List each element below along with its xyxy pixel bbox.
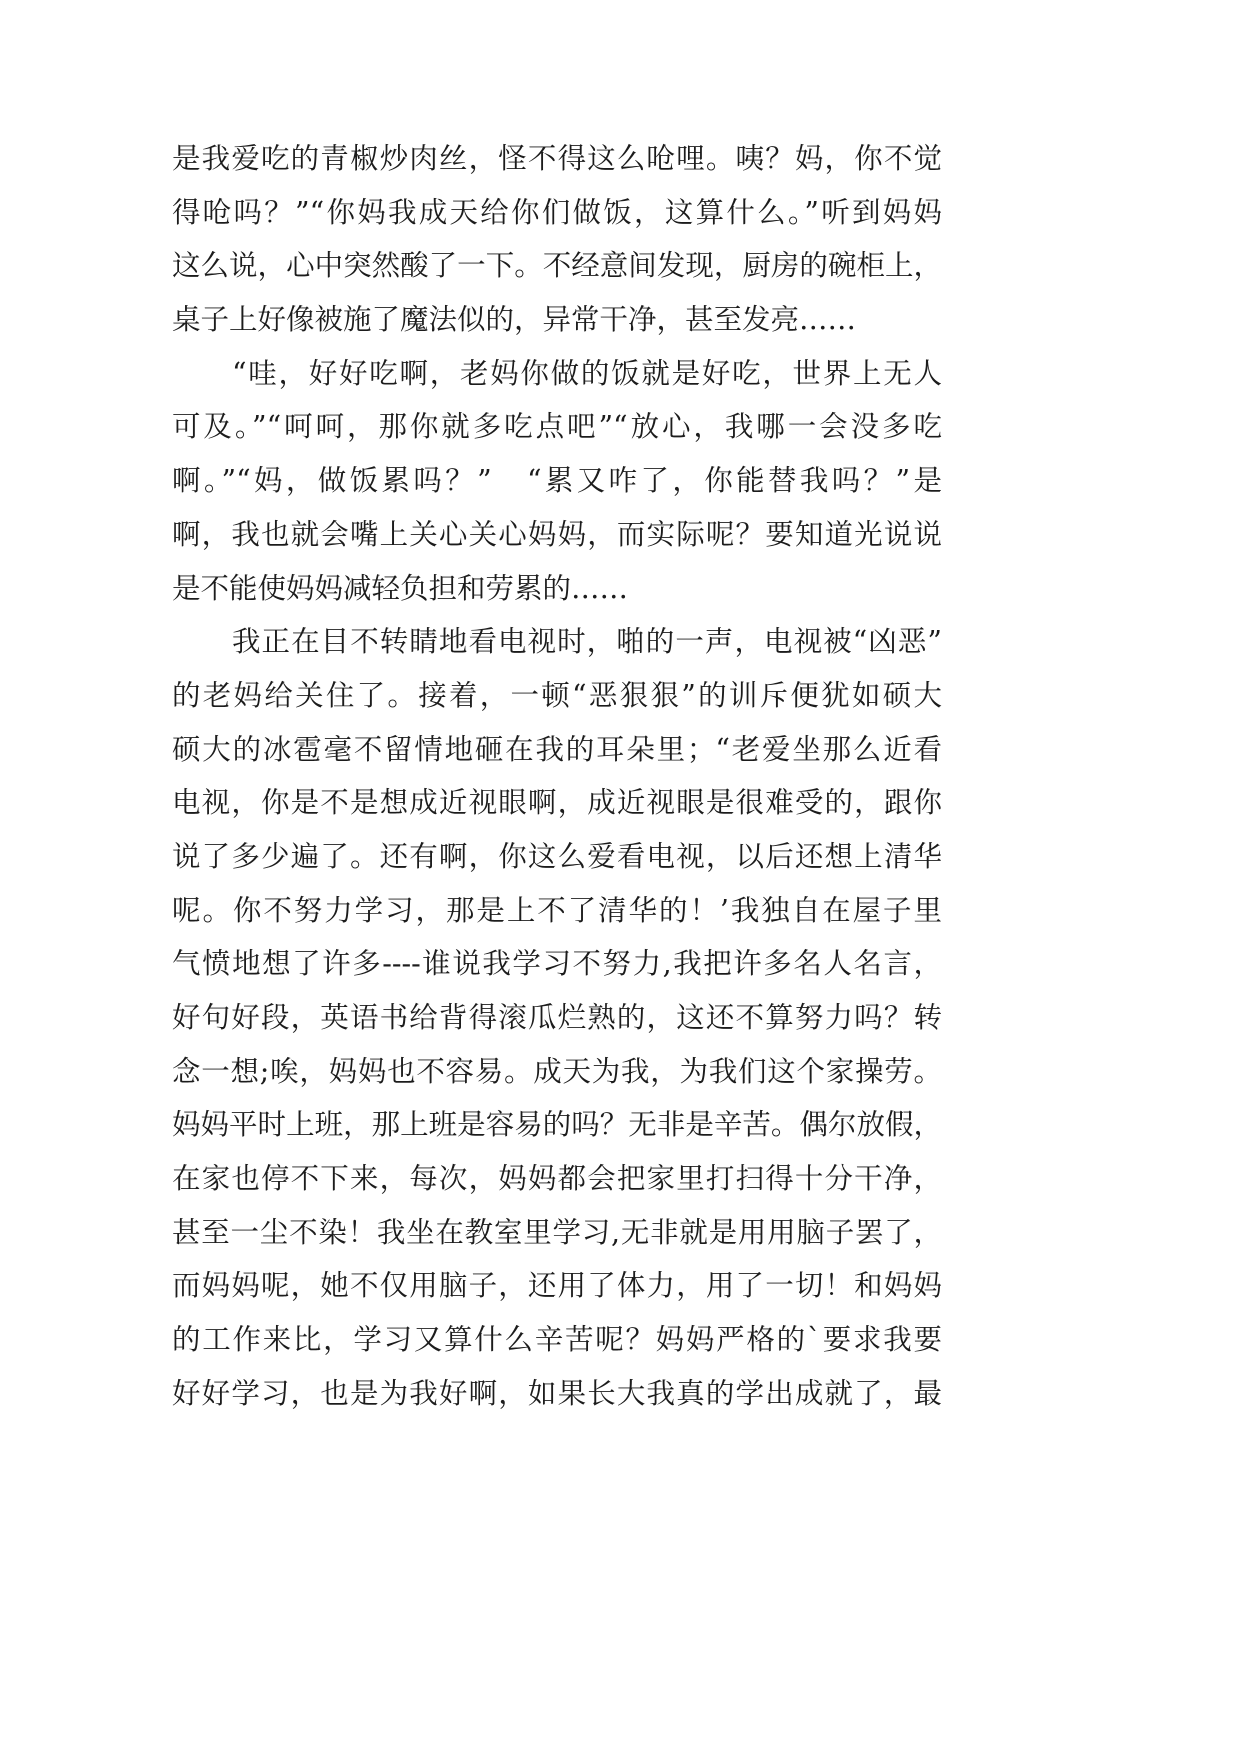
text-line: 这么说，心中突然酸了一下。不经意间发现，厨房的碗柜上， (172, 249, 942, 283)
paragraph (172, 347, 942, 615)
text-line: 呢。你不努力学习，那是上不了清华的！’我独自在屋子里 (172, 893, 942, 927)
document-body (172, 132, 942, 1421)
paragraph (172, 615, 942, 1420)
text-line: 而妈妈呢，她不仅用脑子，还用了体力，用了一切！和妈妈 (172, 1269, 942, 1303)
text-line: 啊。”“妈，做饭累吗？” “累又咋了，你能替我吗？”是 (172, 464, 942, 498)
text-line: 念一想;唉，妈妈也不容易。成天为我，为我们这个家操劳。 (172, 1054, 942, 1088)
text-line: 是不能使妈妈减轻负担和劳累的…… (172, 571, 629, 605)
text-line: 好好学习，也是为我好啊，如果长大我真的学出成就了，最 (172, 1376, 942, 1410)
text-line: 可及。”“呵呵，那你就多吃点吧”“放心，我哪一会没多吃 (172, 410, 942, 444)
text-line: 啊，我也就会嘴上关心关心妈妈，而实际呢？要知道光说说 (172, 517, 942, 551)
text-line: 好句好段，英语书给背得滚瓜烂熟的，这还不算努力吗？转 (172, 1001, 942, 1034)
text-line: 说了多少遍了。还有啊，你这么爱看电视，以后还想上清华 (172, 839, 942, 873)
text-line: 的老妈给关住了。接着，一顿“恶狠狠”的训斥便犹如硕大 (172, 678, 942, 712)
text-line: 妈妈平时上班，那上班是容易的吗？无非是辛苦。偶尔放假， (172, 1108, 942, 1142)
paragraph (172, 132, 942, 347)
text-line: 在家也停不下来，每次，妈妈都会把家里打扫得十分干净， (172, 1162, 942, 1196)
text-line: 甚至一尘不染！我坐在教室里学习,无非就是用用脑子罢了， (172, 1215, 942, 1249)
text-line: 的工作来比，学习又算什么辛苦呢？妈妈严格的`要求我要 (172, 1323, 942, 1357)
text-line: “哇，好好吃啊，老妈你做的饭就是好吃，世界上无人 (232, 356, 942, 390)
text-line: 得呛吗？”“你妈我成天给你们做饭，这算什么。”听到妈妈 (172, 195, 942, 229)
text-line: 电视，你是不是想成近视眼啊，成近视眼是很难受的，跟你 (172, 786, 942, 820)
text-line: 硕大的冰雹毫不留情地砸在我的耳朵里；“老爱坐那么近看 (172, 732, 942, 766)
text-line: 是我爱吃的青椒炒肉丝，怪不得这么呛哩。咦？妈，你不觉 (172, 142, 942, 175)
text-line: 我正在目不转睛地看电视时，啪的一声，电视被“凶恶” (232, 625, 942, 659)
text-line: 桌子上好像被施了魔法似的，异常干净，甚至发亮…… (172, 303, 857, 337)
text-line: 气愤地想了许多----谁说我学习不努力,我把许多名人名言， (172, 947, 942, 981)
